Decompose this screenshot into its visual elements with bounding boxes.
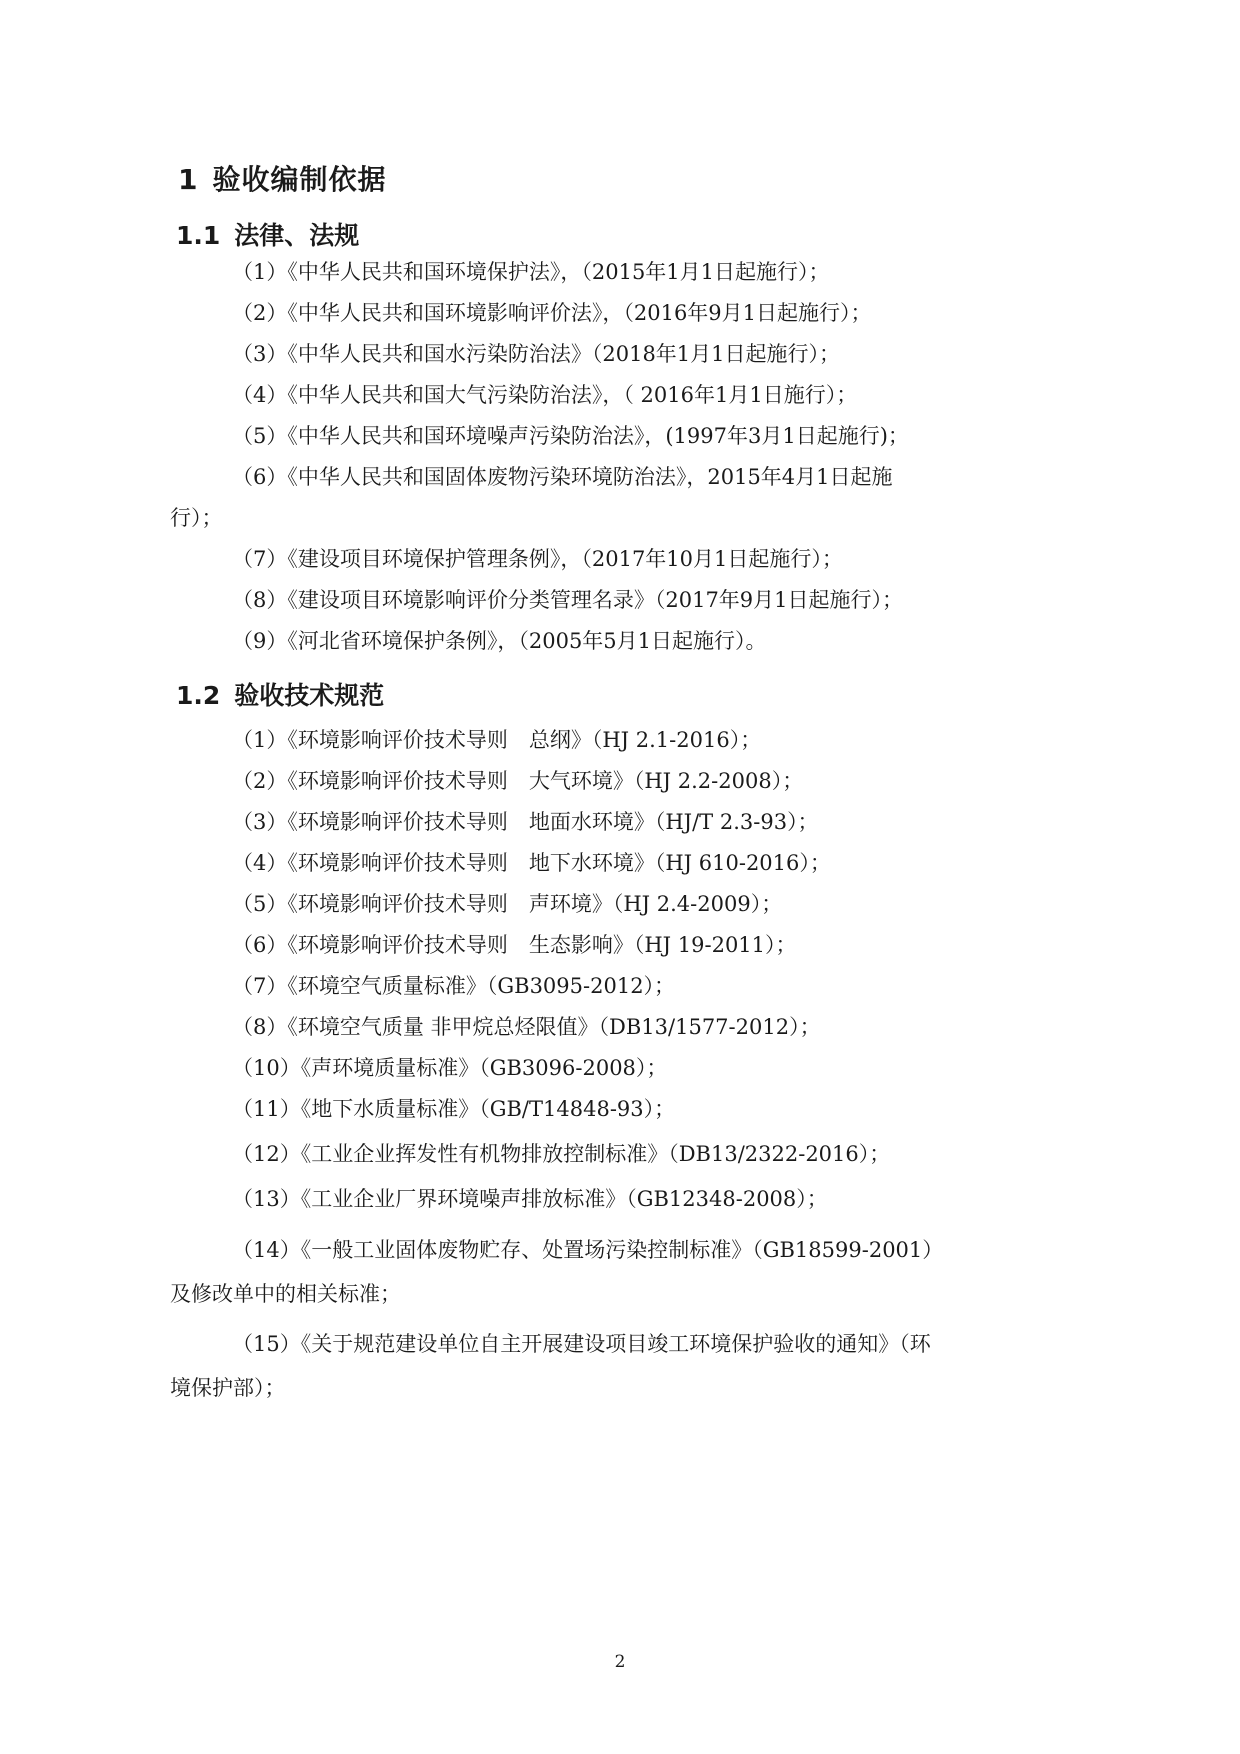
spec-item-14-continuation: 及修改单中的相关标准；: [170, 1282, 401, 1306]
spec-item-14: （14）《一般工业固体废物贮存、处置场污染控制标准》（GB18599-2001）: [232, 1238, 944, 1262]
spec-item-12: （12）《工业企业挥发性有机物排放控制标准》（DB13/2322-2016）；: [232, 1142, 891, 1166]
section-heading-1-1: [176, 216, 359, 252]
spec-item-10: （10）《声环境质量标准》（GB3096-2008）；: [232, 1056, 668, 1080]
spec-item-15: （15）《关于规范建设单位自主开展建设项目竣工环境保护验收的通知》（环: [232, 1332, 931, 1356]
law-item-8: （8）《建设项目环境影响评价分类管理名录》（2017年9月1日起施行）；: [232, 588, 904, 612]
section-number: 1.1: [176, 221, 221, 250]
chapter-heading: [178, 158, 387, 198]
spec-item-13: （13）《工业企业厂界环境噪声排放标准》（GB12348-2008）；: [232, 1187, 828, 1211]
chapter-title: 验收编制依据: [212, 163, 387, 196]
spec-item-8: （8）《环境空气质量 非甲烷总烃限值》（DB13/1577-2012）；: [232, 1015, 821, 1039]
spec-item-3: （3）《环境影响评价技术导则 地面水环境》（HJ/T 2.3-93）；: [232, 810, 819, 834]
law-item-7: （7）《建设项目环境保护管理条例》，（2017年10月1日起施行）；: [232, 547, 843, 571]
law-item-9: （9）《河北省环境保护条例》，（2005年5月1日起施行）。: [232, 629, 767, 653]
section-title: 验收技术规范: [234, 681, 385, 710]
spec-item-5: （5）《环境影响评价技术导则 声环境》（HJ 2.4-2009）；: [232, 892, 783, 916]
spec-item-4: （4）《环境影响评价技术导则 地下水环境》（HJ 610-2016）；: [232, 851, 831, 875]
spec-item-15-continuation: 境保护部）；: [170, 1376, 286, 1400]
spec-item-7: （7）《环境空气质量标准》（GB3095-2012）；: [232, 974, 676, 998]
spec-item-6: （6）《环境影响评价技术导则 生态影响》（HJ 19-2011）；: [232, 933, 797, 957]
section-heading-1-2: [176, 676, 384, 712]
law-item-4: （4）《中华人民共和国大气污染防治法》，（ 2016年1月1日施行）；: [232, 383, 858, 407]
law-item-5: （5）《中华人民共和国环境噪声污染防治法》，(1997年3月1日起施行)；: [232, 424, 909, 448]
law-item-1: （1）《中华人民共和国环境保护法》，（2015年1月1日起施行）；: [232, 260, 830, 284]
spec-item-2: （2）《环境影响评价技术导则 大气环境》（HJ 2.2-2008）；: [232, 769, 804, 793]
section-title: 法律、法规: [234, 221, 360, 250]
law-item-6-continuation: 行）；: [170, 506, 223, 530]
law-item-3: （3）《中华人民共和国水污染防治法》（2018年1月1日起施行）；: [232, 342, 841, 366]
law-item-6: （6）《中华人民共和国固体废物污染环境防治法》，2015年4月1日起施: [232, 465, 893, 489]
law-item-2: （2）《中华人民共和国环境影响评价法》，（2016年9月1日起施行）；: [232, 301, 872, 325]
page-number: 2: [614, 1652, 626, 1672]
section-number: 1.2: [176, 681, 221, 710]
chapter-number: 1: [178, 163, 199, 196]
spec-item-1: （1）《环境影响评价技术导则 总纲》（HJ 2.1-2016）；: [232, 728, 762, 752]
spec-item-11: （11）《地下水质量标准》（GB/T14848-93）；: [232, 1097, 676, 1121]
